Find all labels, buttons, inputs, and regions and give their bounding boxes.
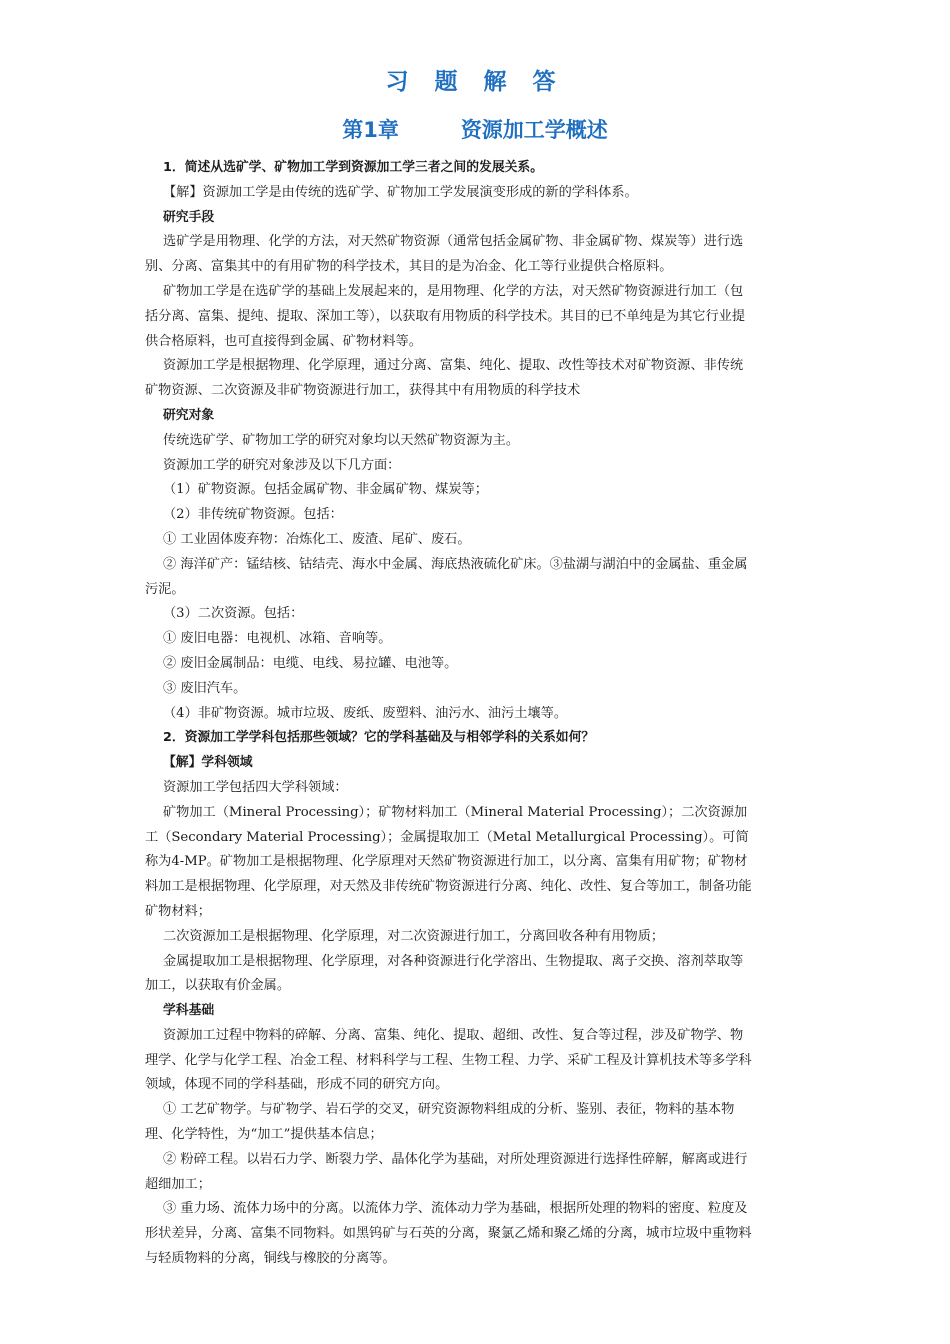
paragraph-line: 称为4-MP。矿物加工是根据物理、化学原理对天然矿物资源进行加工，以分离、富集有用矿物；矿物材: [145, 854, 748, 870]
paragraph-line: （1）矿物资源。包括金属矿物、非金属矿物、煤炭等；: [163, 482, 488, 498]
paragraph-line: 形状差异，分离、富集不同物料。如黑钨矿与石英的分离，聚氯乙烯和聚乙烯的分离，城市垃圾中重物料: [145, 1226, 752, 1242]
paragraph-line: 矿物资源、二次资源及非矿物资源进行加工，获得其中有用物质的科学技术: [145, 383, 581, 399]
chapter-prefix: 第: [342, 118, 364, 142]
paragraph-line: ① 废旧电器：电视机、冰箱、音响等。: [163, 631, 392, 647]
paragraph-line: 括分离、富集、提纯、提取、深加工等），以获取有用物质的科学技术。其目的已不单纯是为其它行业提: [145, 308, 746, 324]
paragraph-line: （2）非传统矿物资源。包括：: [163, 507, 343, 523]
paragraph-line: 料加工是根据物理、化学原理，对天然及非传统矿物资源进行分离、纯化、改性、复合等加工，制备功能: [145, 879, 752, 895]
paragraph-line: 资源加工学是根据物理、化学原理，通过分离、富集、纯化、提取、改性等技术对矿物资源、非传统: [163, 358, 744, 374]
section-heading: 2．资源加工学学科包括那些领域？它的学科基础及与相邻学科的关系如何？: [163, 730, 595, 746]
paragraph-line: 资源加工过程中物料的碎解、分离、富集、纯化、提取、超细、改性、复合等过程，涉及矿物学、物: [163, 1027, 744, 1043]
paragraph-line: 污泥。: [145, 581, 185, 597]
page-title: 习 题 解 答: [385, 69, 565, 95]
chapter-suffix: 章: [377, 118, 399, 142]
chapter-name: 资源加工学概述: [460, 118, 608, 142]
paragraph-line: ② 粉碎工程。以岩石力学、断裂力学、晶体化学为基础，对所处理资源进行选择性碎解，解离或进行: [163, 1151, 748, 1167]
section-heading: 研究手段: [163, 209, 215, 225]
chapter-title: [145, 110, 805, 150]
paragraph-line: 资源加工学包括四大学科领域：: [163, 779, 348, 795]
paragraph-line: ① 工艺矿物学。与矿物学、岩石学的交叉，研究资源物料组成的分析、鉴别、表征，物料的基本物: [163, 1102, 735, 1118]
paragraph-line: 【解】资源加工学是由传统的选矿学、矿物加工学发展演变形成的新的学科体系。: [163, 184, 638, 200]
paragraph-line: 矿物加工（Mineral Processing）；矿物材料加工（Mineral Material Processing）；二次资源加: [163, 804, 748, 820]
chapter-number: 1: [363, 118, 378, 142]
paragraph-line: 与轻质物料的分离，铜线与橡胶的分离等。: [145, 1251, 396, 1267]
paragraph-line: 加工，以获取有价金属。: [145, 978, 291, 994]
paragraph-line: 二次资源加工是根据物理、化学原理，对二次资源进行加工，分离回收各种有用物质；: [163, 928, 665, 944]
paragraph-line: ② 海洋矿产：锰结核、钴结壳、海水中金属、海底热液硫化矿床。③盐湖与湖泊中的金属盐、重金属: [163, 556, 748, 572]
paragraph-line: 超细加工；: [145, 1176, 211, 1192]
paragraph-line: 传统选矿学、矿物加工学的研究对象均以天然矿物资源为主。: [163, 432, 520, 448]
paragraph-line: 供合格原料，也可直接得到金属、矿物材料等。: [145, 333, 422, 349]
section-heading: 【解】学科领域: [163, 755, 253, 771]
paragraph-line: 选矿学是用物理、化学的方法，对天然矿物资源（通常包括金属矿物、非金属矿物、煤炭等）进行选: [163, 234, 744, 250]
section-heading: 学科基础: [163, 1003, 215, 1019]
paragraph-line: 理、化学特性，为“加工”提供基本信息；: [145, 1127, 383, 1143]
body-text: [145, 156, 805, 1272]
section-heading: 研究对象: [163, 407, 215, 423]
paragraph-line: 别、分离、富集其中的有用矿物的科学技术，其目的是为冶金、化工等行业提供合格原料。: [145, 259, 673, 275]
paragraph-line: 矿物材料；: [145, 903, 211, 919]
paragraph-line: 理学、化学与化学工程、冶金工程、材料科学与工程、生物工程、力学、采矿工程及计算机技术等多学科: [145, 1052, 752, 1068]
paragraph-line: ① 工业固体废弃物：冶炼化工、废渣、尾矿、废石。: [163, 531, 471, 547]
paragraph-line: 金属提取加工是根据物理、化学原理，对各种资源进行化学溶出、生物提取、离子交换、溶剂萃取等: [163, 953, 744, 969]
paragraph-line: 矿物加工学是在选矿学的基础上发展起来的，是用物理、化学的方法，对天然矿物资源进行加工（包: [163, 283, 744, 299]
paragraph-line: ③ 废旧汽车。: [163, 680, 247, 696]
paragraph-line: （3）二次资源。包括：: [163, 606, 304, 622]
paragraph-line: 资源加工学的研究对象涉及以下几方面：: [163, 457, 401, 473]
paragraph-line: （4）非矿物资源。城市垃圾、废纸、废塑料、油污水、油污土壤等。: [163, 705, 568, 721]
paragraph-line: 工（Secondary Material Processing）；金属提取加工（Metal Metallurgical Processing）。可简: [145, 829, 749, 845]
paragraph-line: 领域，体现不同的学科基础，形成不同的研究方向。: [145, 1077, 449, 1093]
paragraph-line: ② 废旧金属制品：电缆、电线、易拉罐、电池等。: [163, 655, 458, 671]
paragraph-line: ③ 重力场、流体力场中的分离。以流体力学、流体动力学为基础，根据所处理的物料的密度、粒度及: [163, 1201, 748, 1217]
section-heading: 1．简述从选矿学、矿物加工学到资源加工学三者之间的发展关系。: [163, 160, 544, 175]
